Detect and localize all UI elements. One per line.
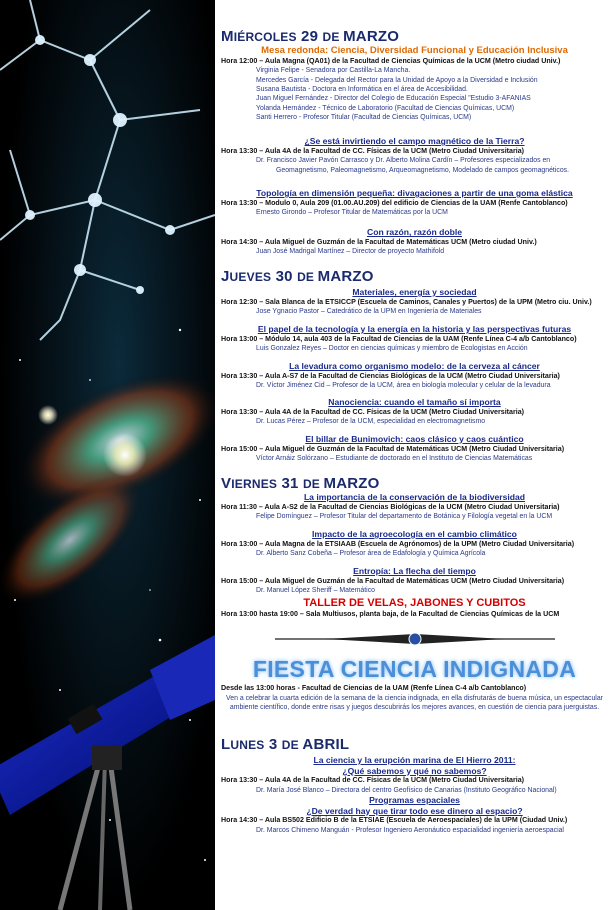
event-time-location: Hora 13:30 – Aula 4A de la Facultad de CC. Físicas de la UCM (Metro Ciudad Universitaria) xyxy=(221,407,525,416)
event-time-location: Hora 13:00 – Módulo 14, aula 403 de la Facultad de Ciencias de la UAM (Renfe Línea C-4 a/b Cantoblanco) xyxy=(221,334,577,343)
fiesta-section xyxy=(221,656,608,712)
event-speaker: Felipe Domínguez – Profesor Titular del departamento de Botánica y Filología vegetal en la UCM xyxy=(256,513,553,521)
fiesta-title: FIESTA CIENCIA INDIGNADA xyxy=(252,656,577,682)
event-speaker: Víctor Arnáiz Solórzano – Estudiante de doctorado en el Instituto de Ciencias Matemáticas xyxy=(256,455,533,463)
day-month: MARZO xyxy=(343,28,400,45)
fiesta-description: Ven a celebrar la cuarta edición de la semana de la ciencia indignada, en ella disfrutarás de buena música, un espectacular ambiente científico, donde entre risas y juegos descubrirás los mejores avances, en cuestión de ciencia para juerguistas. xyxy=(226,694,603,711)
event-0-1 xyxy=(221,136,608,175)
event-2-2 xyxy=(221,566,608,596)
day-initial: M xyxy=(221,28,234,45)
event-subtitle: ¿Qué sabemos y qué no sabemos? xyxy=(342,765,487,776)
event-title: El papel de la tecnología y la energía en la historia y las perspectivas futuras xyxy=(257,324,572,334)
event-speaker: Susana Bautista - Doctora en Informática en el área de Accesibilidad. xyxy=(256,85,468,93)
event-time-location: Hora 13:00 – Aula Magna de la ETSIAAB (Escuela de Agrónomos) de la UPM (Metro Ciudad Universitaria) xyxy=(221,539,575,548)
event-speaker: Yolanda Hernández - Técnico de Laboratorio (Facultad de Ciencias Químicas, UCM) xyxy=(256,104,515,112)
event-title: El billar de Bunimovich: caos clásico y caos cuántico xyxy=(305,434,524,444)
neuron-network xyxy=(0,0,215,340)
event-title: Impacto de la agroecología en el cambio climático xyxy=(312,529,517,539)
event-title: La ciencia y la erupción marina de El Hierro 2011: xyxy=(313,755,516,765)
event-title: TALLER DE VELAS, JABONES Y CUBITOS xyxy=(303,597,526,609)
day-de: DE xyxy=(297,270,318,284)
event-0-3 xyxy=(221,227,608,257)
day-name-rest: IERNES xyxy=(231,477,278,491)
event-speaker: Juan José Madrigal Martínez – Director de proyecto Mathifold xyxy=(256,248,445,256)
event-time-location: Hora 11:30 – Aula A-S2 de la Facultad de Ciencias Biológicas de la UCM (Metro Ciudad Universitaria) xyxy=(221,502,560,511)
event-2-3 xyxy=(221,597,608,620)
event-title: Materiales, energía y sociedad xyxy=(352,287,477,297)
event-time-location: Hora 13:00 hasta 19:00 – Sala Multiusos, planta baja, de la Facultad de Ciencias Químicas de la UCM xyxy=(221,610,560,618)
event-title: La levadura como organismo modelo: de la cerveza al cáncer xyxy=(289,361,540,371)
decorative-image-panel xyxy=(0,0,215,910)
event-title: La importancia de la conservación de la biodiversidad xyxy=(303,492,526,502)
event-time-location: Hora 13:30 – Aula A-S7 de la Facultad de Ciencias Biológicas de la UCM (Metro Ciudad Universitaria) xyxy=(221,371,560,380)
day-number: 30 xyxy=(271,268,298,285)
day-header-1 xyxy=(221,268,374,286)
event-1-1 xyxy=(221,324,608,354)
day-header-lunes xyxy=(221,736,349,754)
day-initial: L xyxy=(221,736,231,753)
day-header-2 xyxy=(221,475,380,493)
event-speaker: Jose Ygnacio Pastor – Catedrático de la UPM en Ingeniería de Materiales xyxy=(256,308,482,316)
day-month: MARZO xyxy=(317,268,374,285)
day-de: DE xyxy=(322,30,344,44)
day-number: 3 xyxy=(264,736,282,753)
event-title: Programas espaciales xyxy=(369,795,460,805)
event-title: Entropía: La flecha del tiempo xyxy=(353,566,476,576)
ornament-divider xyxy=(221,632,608,646)
event-time-location: Hora 12:30 – Sala Blanca de la ETSICCP (Escuela de Caminos, Canales y Puertos) de la UPM (Metro ciu. Univ.) xyxy=(221,297,592,306)
event-1-0 xyxy=(221,287,608,317)
event-time-location: Hora 13:30 – Aula 4A de la Facultad de CC. Físicas de la UCM (Metro Ciudad Universitaria) xyxy=(221,776,525,784)
event-title: Topología en dimensión pequeña: divagaciones a partir de una goma elástica xyxy=(256,188,573,198)
event-1-2 xyxy=(221,361,608,391)
event-speaker: Ernesto Girondo – Profesor Titular de Matemáticas por la UCM xyxy=(256,209,448,217)
event-2-1 xyxy=(221,529,608,559)
event-speaker: Dr. Víctor Jiménez Cid – Profesor de la UCM, área en biología molecular y celular de la levadura xyxy=(256,382,551,390)
event-speaker: Dr. Marcos Chimeno Manguán - Profesor Ingeniero Aeronáutico espacialidad ingeniería aeroespacial xyxy=(256,826,564,834)
event-title: Con razón, razón doble xyxy=(366,227,462,237)
divider-ornament-icon xyxy=(265,632,565,646)
event-subtitle: ¿De verdad hay que tirar todo ese dinero al espacio? xyxy=(306,805,523,816)
day-number: 31 xyxy=(277,475,303,492)
event-time-location: Hora 15:00 – Aula Miguel de Guzmán de la Facultad de Matemáticas UCM (Metro Ciudad Universitaria) xyxy=(221,576,565,585)
event-title: ¿Se está invirtiendo el campo magnético de la Tierra? xyxy=(304,136,525,146)
schedule-panel xyxy=(215,0,614,910)
day-name-rest: UEVES xyxy=(229,270,272,284)
day-initial: V xyxy=(221,475,232,492)
event-speaker: Juan Miguel Fernández - Director del Colegio de Educación Especial "Estudio 3-AFANIAS xyxy=(256,95,531,103)
event-speaker: Mercedes García - Delegada del Rector para la Unidad de Apoyo a la Diversidad e Inclusión xyxy=(256,76,538,84)
space-illustration xyxy=(0,0,215,910)
event-2-0 xyxy=(221,492,608,522)
day-month: ABRIL xyxy=(302,736,350,753)
event-0-2 xyxy=(221,188,608,218)
event-title: Nanociencia: cuando el tamaño sí importa xyxy=(328,397,501,407)
event-speaker: Dr. Manuel López Sheriff – Matemático xyxy=(256,587,375,595)
fiesta-time-location: Desde las 13:00 horas - Facultad de Ciencias de la UAM (Renfe Línea C-4 a/b Cantoblanco) xyxy=(221,684,527,692)
telescope xyxy=(0,635,215,910)
event-time-location: Hora 12:00 – Aula Magna (QA01) de la Facultad de Ciencias Químicas de la UCM (Metro ciudad Univ.) xyxy=(221,56,561,65)
day-month: MARZO xyxy=(323,475,380,492)
event-speaker: Santi Herrero - Profesor Titular (Facultad de Ciencias Químicas, UCM) xyxy=(256,114,472,122)
day-de: DE xyxy=(302,477,324,491)
event-0-0 xyxy=(221,46,608,123)
event-time-location: Hora 14:30 – Aula Miguel de Guzmán de la Facultad de Matemáticas UCM (Metro ciudad Univ.) xyxy=(221,237,537,246)
event-speaker: Dr. Francisco Javier Pavón Carrasco y Dr. Alberto Molina Cardín – Profesores especializados en xyxy=(256,157,551,165)
event-title: Mesa redonda: Ciencia, Diversidad Funcional y Educación Inclusiva xyxy=(261,45,568,56)
event-speaker: Luis Gonzalez Reyes – Doctor en ciencias químicas y miembro de Ecologistas en Acción xyxy=(256,345,528,353)
event-speaker: Geomagnetismo, Paleomagnetismo, Arqueomagnetismo, Modelado de campos geomagnéticos. xyxy=(276,166,570,174)
day-header-0 xyxy=(221,28,399,46)
event-time-location: Hora 13:30 – Modulo 0, Aula 209 (01.00.AU.209) del edificio de Ciencias de la UAM (Renfe Cantoblanco) xyxy=(221,198,568,207)
day-initial: J xyxy=(221,268,230,285)
day-number: 29 xyxy=(296,28,323,45)
event-speaker: Virginia Felipe - Senadora por Castilla-La Mancha. xyxy=(256,67,411,75)
event-1-4 xyxy=(221,434,608,464)
lunes-section xyxy=(221,755,608,835)
event-speaker: Dr. Alberto Sanz Cobeña – Profesor área de Edafología y Química Agrícola xyxy=(256,550,486,558)
day-name-rest: IÉRCOLES xyxy=(233,30,297,44)
event-speaker: Dr. Lucas Pérez – Profesor de la UCM, especialidad en electromagnetismo xyxy=(256,418,486,426)
event-time-location: Hora 15:00 – Aula Miguel de Guzmán de la Facultad de Matemáticas UCM (Metro Ciudad Universitaria) xyxy=(221,444,565,453)
event-speaker: Dr. María José Blanco – Directora del centro Geofísico de Canarias (Instituto Geográfico Nacional) xyxy=(256,786,557,794)
day-name-rest: UNES xyxy=(230,738,265,752)
event-1-3 xyxy=(221,397,608,427)
event-time-location: Hora 13:30 – Aula 4A de la Facultad de CC. Físicas de la UCM (Metro Ciudad Universitaria) xyxy=(221,146,525,155)
event-time-location: Hora 14:30 – Aula BS502 Edificio B de la ETSIAE (Escuela de Aeroespaciales) de la UPM (Ciudad Univ.) xyxy=(221,816,568,824)
day-de: DE xyxy=(281,738,303,752)
